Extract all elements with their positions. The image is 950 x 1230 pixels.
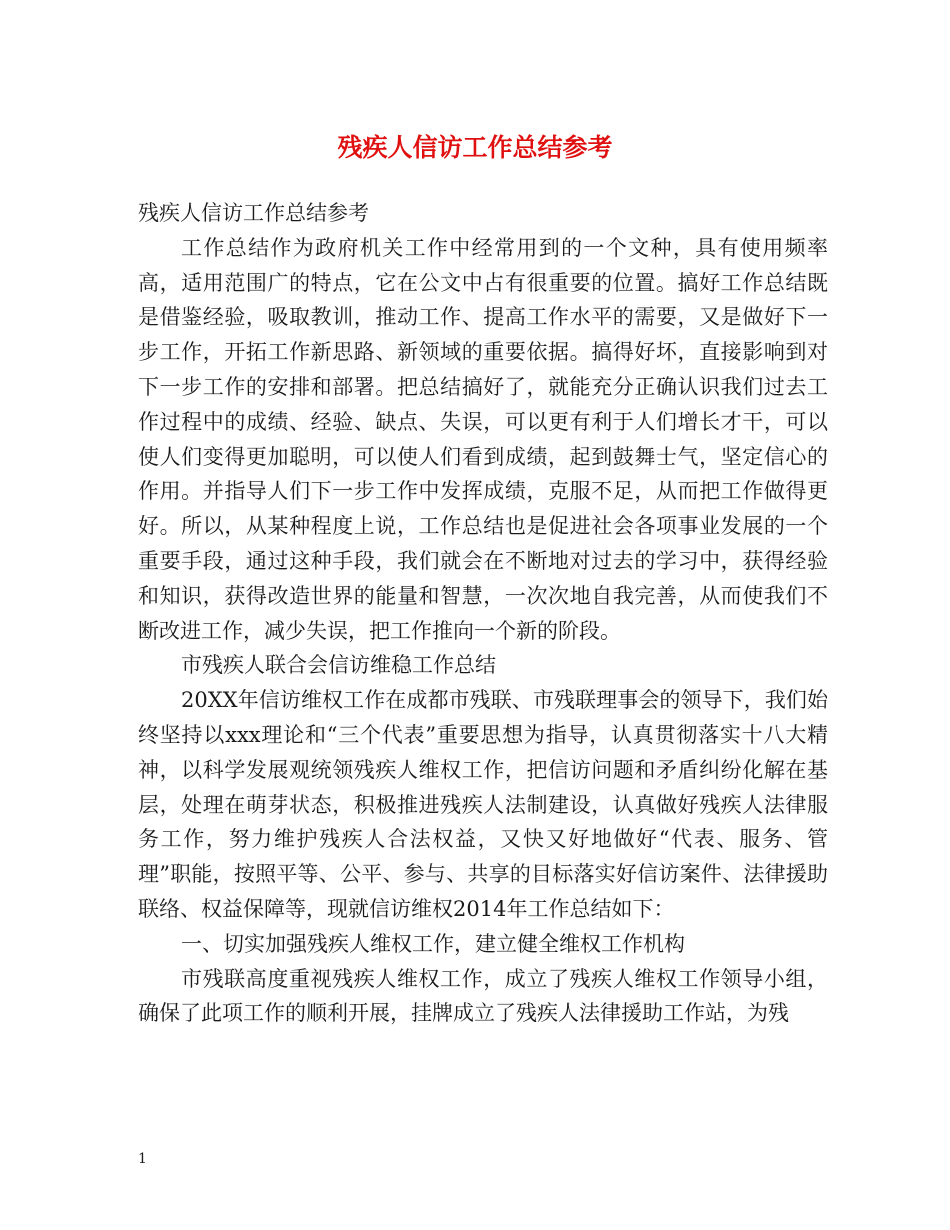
document-body: [138, 196, 828, 1031]
body-paragraph: 20XX年信访维权工作在成都市残联、市残联理事会的领导下，我们始终坚持以xxx理论和“三个代表”重要思想为指导，认真贯彻落实十八大精神，以科学发展观统领残疾人维权工作，把信访问题和矛盾纠纷化解在基层，处理在萌芽状态，积极推进残疾人法制建设，认真做好残疾人法律服务工作，努力维护残疾人合法权益，又快又好地做好“代表、服务、管理”职能，按照平等、公平、参与、共享的目标落实好信访案件、法律援助联络、权益保障等，现就信访维权2014年工作总结如下：: [138, 688, 828, 921]
section-heading: 市残疾人联合会信访维稳工作总结: [181, 653, 496, 678]
intro-paragraph: 工作总结作为政府机关工作中经常用到的一个文种，具有使用频率高，适用范围广的特点，它在公文中占有很重要的位置。搞好工作总结既是借鉴经验，吸取教训，推动工作、提高工作水平的需要，又是做好下一步工作，开拓工作新思路、新领域的重要依据。搞得好坏，直接影响到对下一步工作的安排和部署。把总结搞好了，就能充分正确认识我们过去工作过程中的成绩、经验、缺点、失误，可以更有利于人们增长才干，可以使人们变得更加聪明，可以使人们看到成绩，起到鼓舞士气，坚定信心的作用。并指导人们下一步工作中发挥成绩，克服不足，从而把工作做得更好。所以，从某种程度上说，工作总结也是促进社会各项事业发展的一个重要手段，通过这种手段，我们就会在不断地对过去的学习中，获得经验和知识，获得改造世界的能量和智慧，一次次地自我完善，从而使我们不断改进工作，减少失误，把工作推向一个新的阶段。: [138, 235, 828, 643]
page-number: 1: [138, 1151, 147, 1167]
section-heading-1: 一、切实加强残疾人维权工作，建立健全维权工作机构: [181, 931, 685, 956]
body-paragraph-continued: 市残联高度重视残疾人维权工作，成立了残疾人维权工作领导小组，确保了此项工作的顺利开展，挂牌成立了残疾人法律援助工作站，为残: [138, 966, 828, 1026]
subtitle-paragraph: 残疾人信访工作总结参考: [138, 201, 369, 225]
document-title: 残疾人信访工作总结参考: [337, 133, 613, 162]
